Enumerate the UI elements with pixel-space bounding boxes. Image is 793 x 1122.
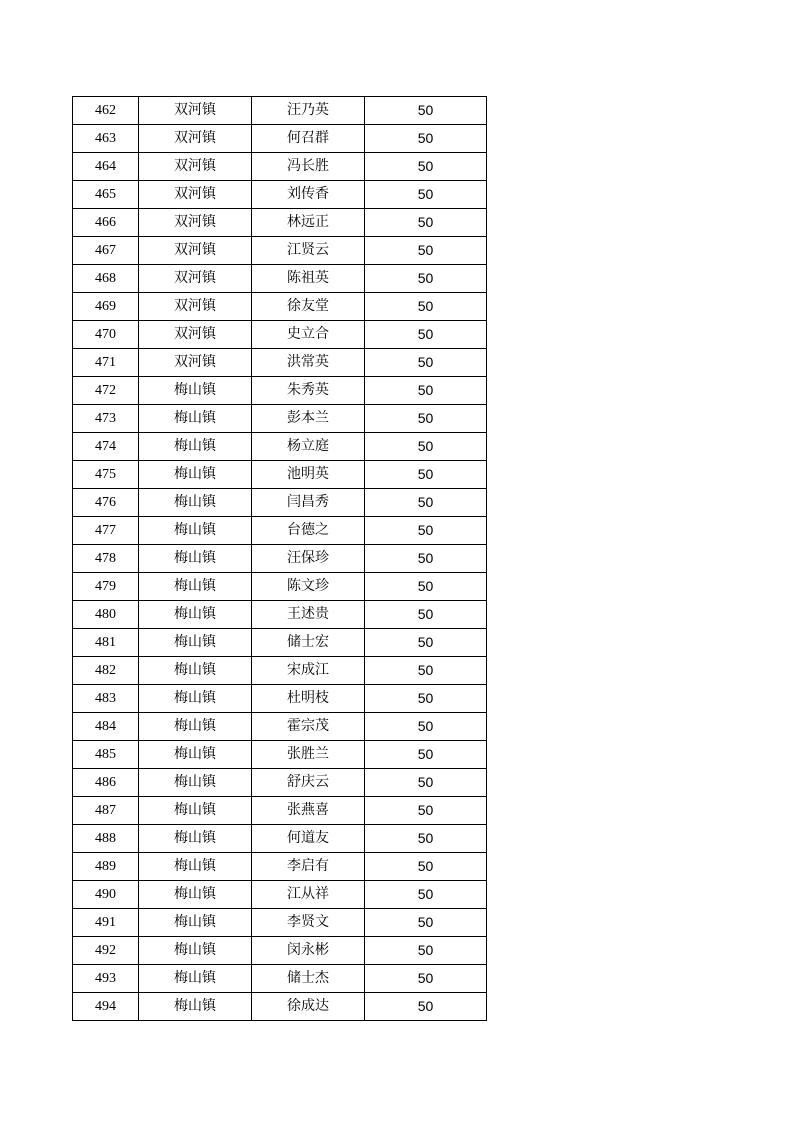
table-row [73, 405, 487, 433]
table-row [73, 321, 487, 349]
table-row [73, 993, 487, 1021]
person-name-cell: 江从祥 [252, 881, 365, 909]
row-number-cell: 465 [73, 181, 139, 209]
row-number-cell: 485 [73, 741, 139, 769]
table-row [73, 741, 487, 769]
amount-cell: 50 [365, 965, 487, 993]
amount-cell: 50 [365, 433, 487, 461]
row-number-cell: 469 [73, 293, 139, 321]
row-number-cell: 463 [73, 125, 139, 153]
amount-cell: 50 [365, 321, 487, 349]
amount-cell: 50 [365, 993, 487, 1021]
table-row [73, 209, 487, 237]
person-name-cell: 池明英 [252, 461, 365, 489]
person-name-cell: 冯长胜 [252, 153, 365, 181]
amount-cell: 50 [365, 573, 487, 601]
table-row [73, 769, 487, 797]
row-number-cell: 481 [73, 629, 139, 657]
amount-cell: 50 [365, 517, 487, 545]
town-cell: 梅山镇 [139, 601, 252, 629]
person-name-cell: 何道友 [252, 825, 365, 853]
person-name-cell: 何召群 [252, 125, 365, 153]
table-row [73, 265, 487, 293]
amount-cell: 50 [365, 909, 487, 937]
amount-cell: 50 [365, 713, 487, 741]
table-row [73, 797, 487, 825]
town-cell: 梅山镇 [139, 405, 252, 433]
table-row [73, 461, 487, 489]
table-row [73, 629, 487, 657]
amount-cell: 50 [365, 377, 487, 405]
amount-cell: 50 [365, 97, 487, 125]
amount-cell: 50 [365, 601, 487, 629]
table-row [73, 573, 487, 601]
row-number-cell: 493 [73, 965, 139, 993]
row-number-cell: 474 [73, 433, 139, 461]
person-name-cell: 徐友堂 [252, 293, 365, 321]
table-row [73, 293, 487, 321]
town-cell: 梅山镇 [139, 909, 252, 937]
person-name-cell: 李启有 [252, 853, 365, 881]
amount-cell: 50 [365, 181, 487, 209]
person-name-cell: 储士杰 [252, 965, 365, 993]
row-number-cell: 473 [73, 405, 139, 433]
amount-cell: 50 [365, 125, 487, 153]
person-name-cell: 杨立庭 [252, 433, 365, 461]
person-name-cell: 舒庆云 [252, 769, 365, 797]
table-row [73, 657, 487, 685]
town-cell: 梅山镇 [139, 461, 252, 489]
person-name-cell: 台德之 [252, 517, 365, 545]
amount-cell: 50 [365, 265, 487, 293]
person-name-cell: 彭本兰 [252, 405, 365, 433]
town-cell: 梅山镇 [139, 881, 252, 909]
table-row [73, 125, 487, 153]
amount-cell: 50 [365, 293, 487, 321]
table-row [73, 601, 487, 629]
row-number-cell: 488 [73, 825, 139, 853]
amount-cell: 50 [365, 237, 487, 265]
table-row [73, 517, 487, 545]
person-name-cell: 储士宏 [252, 629, 365, 657]
town-cell: 梅山镇 [139, 825, 252, 853]
town-cell: 梅山镇 [139, 713, 252, 741]
row-number-cell: 482 [73, 657, 139, 685]
town-cell: 双河镇 [139, 265, 252, 293]
person-name-cell: 闫昌秀 [252, 489, 365, 517]
row-number-cell: 475 [73, 461, 139, 489]
row-number-cell: 470 [73, 321, 139, 349]
town-cell: 梅山镇 [139, 965, 252, 993]
person-name-cell: 徐成达 [252, 993, 365, 1021]
town-cell: 梅山镇 [139, 797, 252, 825]
town-cell: 双河镇 [139, 97, 252, 125]
person-name-cell: 朱秀英 [252, 377, 365, 405]
town-cell: 梅山镇 [139, 545, 252, 573]
amount-cell: 50 [365, 853, 487, 881]
row-number-cell: 487 [73, 797, 139, 825]
table-row [73, 965, 487, 993]
amount-cell: 50 [365, 405, 487, 433]
person-name-cell: 王述贵 [252, 601, 365, 629]
person-name-cell: 汪保珍 [252, 545, 365, 573]
person-name-cell: 霍宗茂 [252, 713, 365, 741]
person-name-cell: 闵永彬 [252, 937, 365, 965]
person-name-cell: 宋成江 [252, 657, 365, 685]
row-number-cell: 472 [73, 377, 139, 405]
town-cell: 梅山镇 [139, 853, 252, 881]
table-row [73, 237, 487, 265]
table-body [73, 97, 487, 1021]
person-name-cell: 张胜兰 [252, 741, 365, 769]
table-row [73, 881, 487, 909]
row-number-cell: 462 [73, 97, 139, 125]
table-row [73, 153, 487, 181]
person-name-cell: 陈文珍 [252, 573, 365, 601]
amount-cell: 50 [365, 461, 487, 489]
amount-cell: 50 [365, 153, 487, 181]
amount-cell: 50 [365, 881, 487, 909]
table-row [73, 181, 487, 209]
row-number-cell: 479 [73, 573, 139, 601]
amount-cell: 50 [365, 937, 487, 965]
row-number-cell: 484 [73, 713, 139, 741]
person-name-cell: 陈祖英 [252, 265, 365, 293]
row-number-cell: 492 [73, 937, 139, 965]
person-name-cell: 林远正 [252, 209, 365, 237]
table-row [73, 97, 487, 125]
person-name-cell: 刘传香 [252, 181, 365, 209]
town-cell: 梅山镇 [139, 769, 252, 797]
person-name-cell: 史立合 [252, 321, 365, 349]
person-name-cell: 杜明枝 [252, 685, 365, 713]
town-cell: 梅山镇 [139, 573, 252, 601]
amount-cell: 50 [365, 797, 487, 825]
table-row [73, 937, 487, 965]
person-name-cell: 汪乃英 [252, 97, 365, 125]
town-cell: 梅山镇 [139, 741, 252, 769]
row-number-cell: 468 [73, 265, 139, 293]
row-number-cell: 491 [73, 909, 139, 937]
town-cell: 梅山镇 [139, 685, 252, 713]
town-cell: 梅山镇 [139, 993, 252, 1021]
table-row [73, 349, 487, 377]
town-cell: 双河镇 [139, 181, 252, 209]
town-cell: 梅山镇 [139, 489, 252, 517]
town-cell: 双河镇 [139, 153, 252, 181]
table-row [73, 713, 487, 741]
town-cell: 双河镇 [139, 209, 252, 237]
row-number-cell: 480 [73, 601, 139, 629]
amount-cell: 50 [365, 657, 487, 685]
row-number-cell: 490 [73, 881, 139, 909]
row-number-cell: 464 [73, 153, 139, 181]
row-number-cell: 486 [73, 769, 139, 797]
person-name-cell: 李贤文 [252, 909, 365, 937]
town-cell: 梅山镇 [139, 433, 252, 461]
row-number-cell: 466 [73, 209, 139, 237]
amount-cell: 50 [365, 545, 487, 573]
person-name-cell: 洪常英 [252, 349, 365, 377]
town-cell: 双河镇 [139, 237, 252, 265]
row-number-cell: 494 [73, 993, 139, 1021]
town-cell: 双河镇 [139, 293, 252, 321]
town-cell: 梅山镇 [139, 517, 252, 545]
town-cell: 梅山镇 [139, 657, 252, 685]
row-number-cell: 489 [73, 853, 139, 881]
table-row [73, 377, 487, 405]
table-row [73, 489, 487, 517]
table-row [73, 853, 487, 881]
amount-cell: 50 [365, 349, 487, 377]
amount-cell: 50 [365, 629, 487, 657]
table-row [73, 545, 487, 573]
amount-cell: 50 [365, 741, 487, 769]
amount-cell: 50 [365, 685, 487, 713]
town-cell: 双河镇 [139, 349, 252, 377]
amount-cell: 50 [365, 769, 487, 797]
row-number-cell: 471 [73, 349, 139, 377]
row-number-cell: 478 [73, 545, 139, 573]
town-cell: 梅山镇 [139, 377, 252, 405]
town-cell: 双河镇 [139, 125, 252, 153]
row-number-cell: 477 [73, 517, 139, 545]
person-name-cell: 张燕喜 [252, 797, 365, 825]
row-number-cell: 476 [73, 489, 139, 517]
row-number-cell: 467 [73, 237, 139, 265]
table-row [73, 825, 487, 853]
town-cell: 梅山镇 [139, 629, 252, 657]
table-row [73, 685, 487, 713]
row-number-cell: 483 [73, 685, 139, 713]
table-row [73, 433, 487, 461]
town-cell: 梅山镇 [139, 937, 252, 965]
amount-cell: 50 [365, 489, 487, 517]
town-cell: 双河镇 [139, 321, 252, 349]
table-row [73, 909, 487, 937]
amount-cell: 50 [365, 209, 487, 237]
data-table [72, 96, 487, 1021]
amount-cell: 50 [365, 825, 487, 853]
person-name-cell: 江贤云 [252, 237, 365, 265]
